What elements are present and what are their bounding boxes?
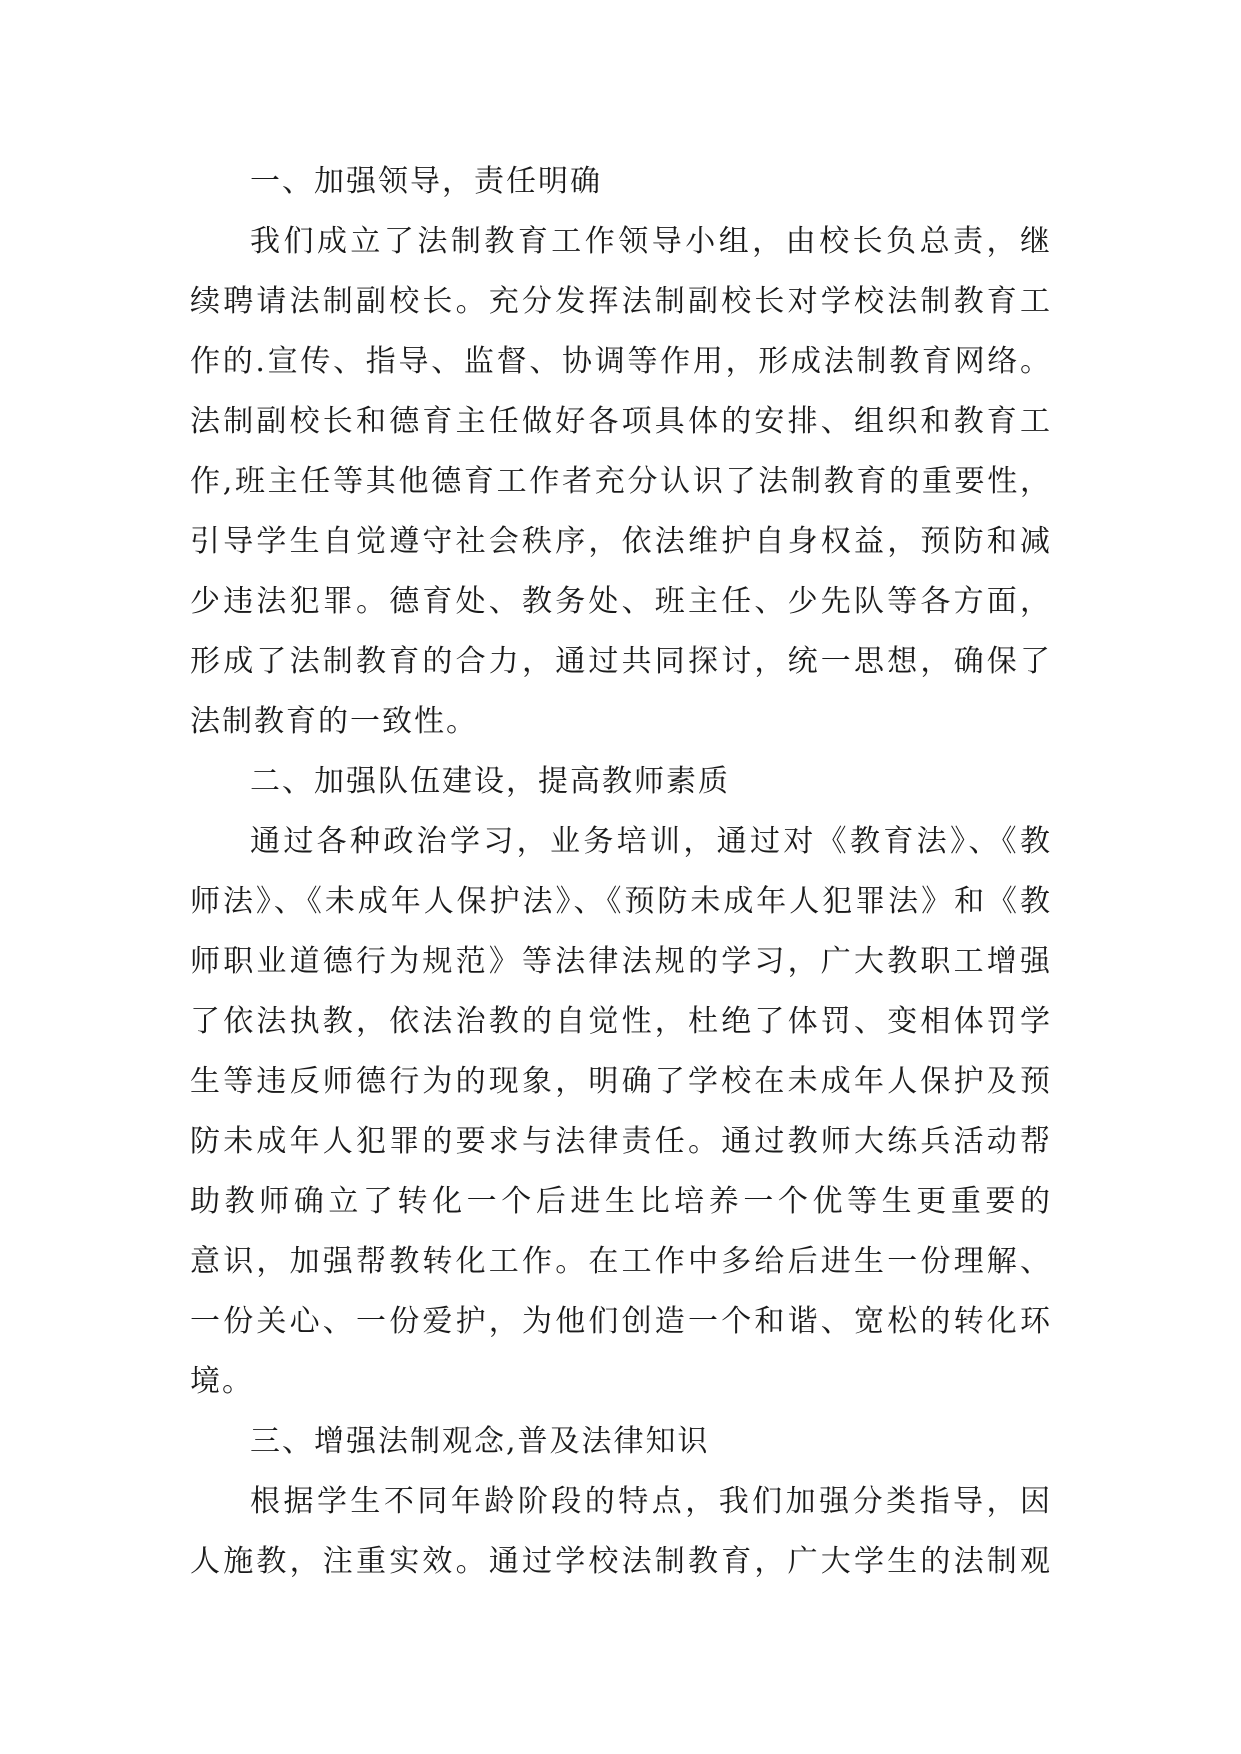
text-line: 引导学生自觉遵守社会秩序，依法维护自身权益，预防和减 [190, 524, 1052, 559]
text-line: 通过各种政治学习，业务培训，通过对《教育法》、《教 [250, 824, 1052, 859]
text-line: 了依法执教，依法治教的自觉性，杜绝了体罚、变相体罚学 [190, 1004, 1052, 1039]
text-line: 师职业道德行为规范》等法律法规的学习，广大教职工增强 [190, 944, 1052, 979]
text-line: 少违法犯罪。德育处、教务处、班主任、少先队等各方面， [190, 584, 1052, 619]
text-line: 生等违反师德行为的现象，明确了学校在未成年人保护及预 [190, 1064, 1052, 1099]
text-line: 境。 [190, 1364, 254, 1399]
text-line: 防未成年人犯罪的要求与法律责任。通过教师大练兵活动帮 [190, 1124, 1052, 1159]
text-line: 二、加强队伍建设，提高教师素质 [250, 764, 730, 799]
text-line: 三、增强法制观念,普及法律知识 [250, 1424, 710, 1459]
text-line: 意识，加强帮教转化工作。在工作中多给后进生一份理解、 [190, 1244, 1052, 1279]
text-line: 作的.宣传、指导、监督、协调等作用，形成法制教育网络。 [190, 344, 1052, 379]
text-line: 师法》、《未成年人保护法》、《预防未成年人犯罪法》和《教 [190, 884, 1052, 919]
text-line: 续聘请法制副校长。充分发挥法制副校长对学校法制教育工 [190, 284, 1052, 319]
text-line: 形成了法制教育的合力，通过共同探讨，统一思想，确保了 [190, 644, 1052, 679]
text-line: 一、加强领导，责任明确 [250, 164, 602, 199]
document-body [190, 152, 1052, 1592]
text-line: 法制副校长和德育主任做好各项具体的安排、组织和教育工 [190, 404, 1052, 439]
text-line: 法制教育的一致性。 [190, 704, 478, 739]
text-line: 根据学生不同年龄阶段的特点，我们加强分类指导，因 [250, 1484, 1052, 1519]
text-line: 助教师确立了转化一个后进生比培养一个优等生更重要的 [190, 1184, 1052, 1219]
text-line: 人施教，注重实效。通过学校法制教育，广大学生的法制观 [190, 1544, 1052, 1579]
text-line: 一份关心、一份爱护，为他们创造一个和谐、宽松的转化环 [190, 1304, 1052, 1339]
text-line: 我们成立了法制教育工作领导小组，由校长负总责，继 [250, 224, 1052, 259]
text-line: 作,班主任等其他德育工作者充分认识了法制教育的重要性， [190, 464, 1052, 499]
